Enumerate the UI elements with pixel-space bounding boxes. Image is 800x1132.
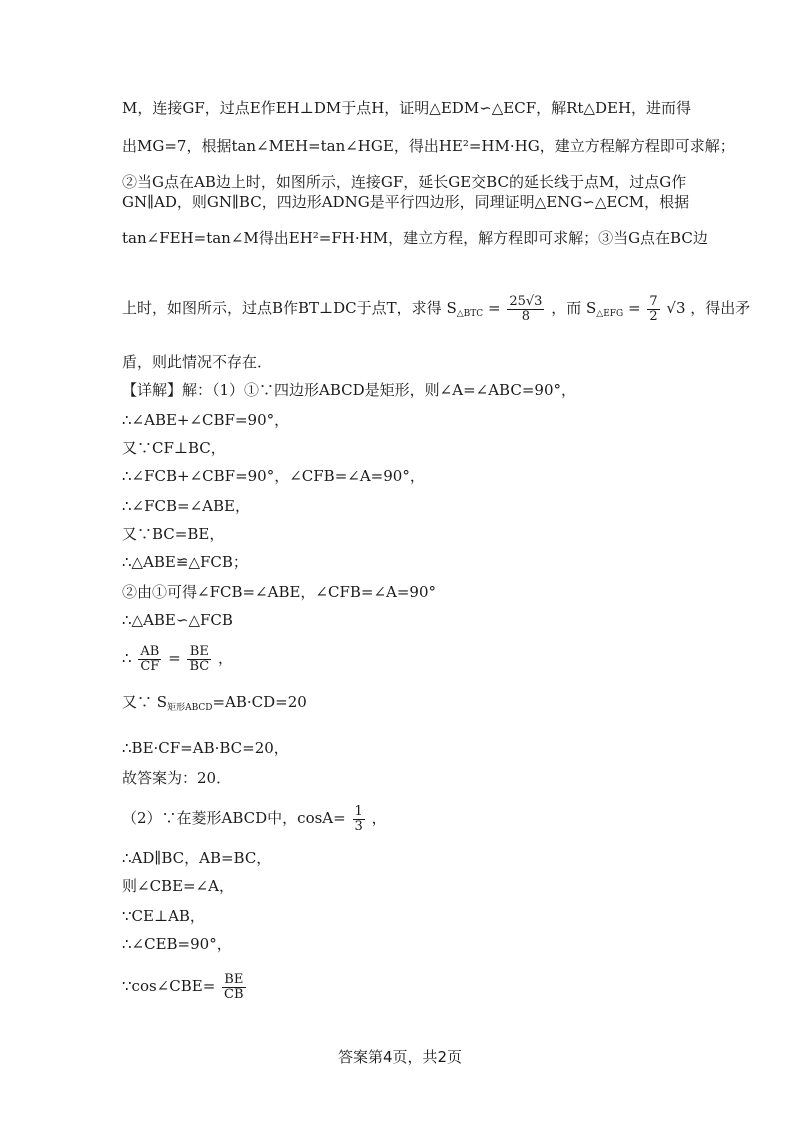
text-line: 又∵BC=BE，	[122, 525, 225, 543]
text-line	[122, 692, 692, 718]
text-line: 则∠CBE=∠A，	[122, 877, 234, 895]
text-segment: 又∵	[122, 693, 153, 711]
denominator: 8	[521, 308, 530, 324]
numerator: 1	[354, 803, 363, 819]
equals-sign: =	[628, 299, 641, 317]
fraction	[222, 973, 246, 1002]
text-line: ∴∠CEB=90°，	[122, 935, 232, 953]
text-segment: （2）∵在菱形ABCD中，cosA=	[122, 809, 346, 827]
page-footer: 答案第4页，共2页	[337, 1048, 463, 1066]
text-line: 盾，则此情况不存在．	[122, 353, 273, 371]
fraction	[138, 645, 161, 674]
denominator: CB	[224, 986, 244, 1002]
text-line: ②由①可得∠FCB=∠ABE，∠CFB=∠A=90°	[122, 583, 437, 601]
area-symbol: S	[586, 299, 597, 317]
text-line: 又∵CF⊥BC，	[122, 439, 226, 457]
denominator: BC	[189, 658, 210, 674]
text-segment: 上时，如图所示，过点B作BT⊥DC于点T，求得	[122, 299, 442, 317]
text-line: ∴BE·CF=AB·BC=20，	[122, 739, 289, 757]
numerator: BE	[222, 973, 246, 988]
fraction	[507, 295, 544, 324]
area-symbol: S	[446, 299, 457, 317]
text-line: ∴∠FCB+∠CBF=90°，∠CFB=∠A=90°，	[122, 467, 425, 485]
equals-sign: =	[168, 649, 181, 667]
area-subscript: 矩形ABCD	[167, 703, 213, 713]
text-segment: √3 ，得出矛	[666, 299, 751, 317]
text-segment: ∵cos∠CBE=	[122, 977, 216, 995]
text-line: ∴AD∥BC，AB=BC，	[122, 849, 272, 867]
equals-sign: =	[487, 299, 501, 317]
area-subscript: △BTC	[456, 309, 484, 319]
fraction	[647, 295, 659, 324]
text-line: ∴△ABE≌△FCB；	[122, 553, 248, 571]
text-segment: ，	[371, 809, 387, 827]
text-segment: ∴	[122, 649, 132, 667]
fraction	[187, 645, 211, 674]
text-line-with-fractions	[122, 966, 692, 1006]
text-line: ∴∠ABE+∠CBF=90°，	[122, 411, 290, 429]
text-line-with-fractions	[122, 290, 751, 326]
denominator: CF	[140, 658, 160, 674]
text-line: tan∠FEH=tan∠M得出EH²=FH·HM，建立方程，解方程即可求解；③当G点在BC边	[122, 229, 708, 247]
text-segment: ，而	[551, 299, 582, 317]
text-line: 【详解】解：（1）①∵四边形ABCD是矩形，则∠A=∠ABC=90°，	[122, 381, 576, 399]
area-subscript: △EFG	[596, 309, 624, 319]
text-line: GN∥AD，则GN∥BC，四边形ADNG是平行四边形，同理证明△ENG∽△ECM，根据	[122, 193, 690, 211]
denominator: 3	[354, 818, 363, 834]
text-line: ∴∠FCB=∠ABE，	[122, 497, 250, 515]
numerator: 25√3	[509, 293, 543, 309]
text-line-with-fractions	[122, 640, 692, 676]
fraction	[353, 805, 365, 834]
text-segment: ，	[217, 649, 233, 667]
numerator: 7	[649, 293, 658, 309]
text-line: M，连接GF，过点E作EH⊥DM于点H，证明△EDM∽△ECF，解Rt△DEH，进而得	[122, 99, 692, 117]
area-symbol: S	[156, 693, 168, 711]
text-line: 出MG=7，根据tan∠MEH=tan∠HGE，得出HE²=HM·HG，建立方程解方程即可求解；	[122, 137, 735, 155]
text-line: ∵CE⊥AB，	[122, 907, 205, 925]
denominator: 2	[649, 308, 658, 324]
text-line-with-fractions	[122, 800, 692, 836]
text-line: 故答案为：20．	[122, 769, 232, 787]
numerator: BE	[187, 645, 211, 660]
text-line: ②当G点在AB边上时，如图所示，连接GF，延长GE交BC的延长线于点M，过点G作	[122, 173, 687, 191]
text-line: ∴△ABE∽△FCB	[122, 611, 233, 629]
text-segment: =AB·CD=20	[212, 693, 307, 711]
numerator: AB	[138, 645, 161, 660]
